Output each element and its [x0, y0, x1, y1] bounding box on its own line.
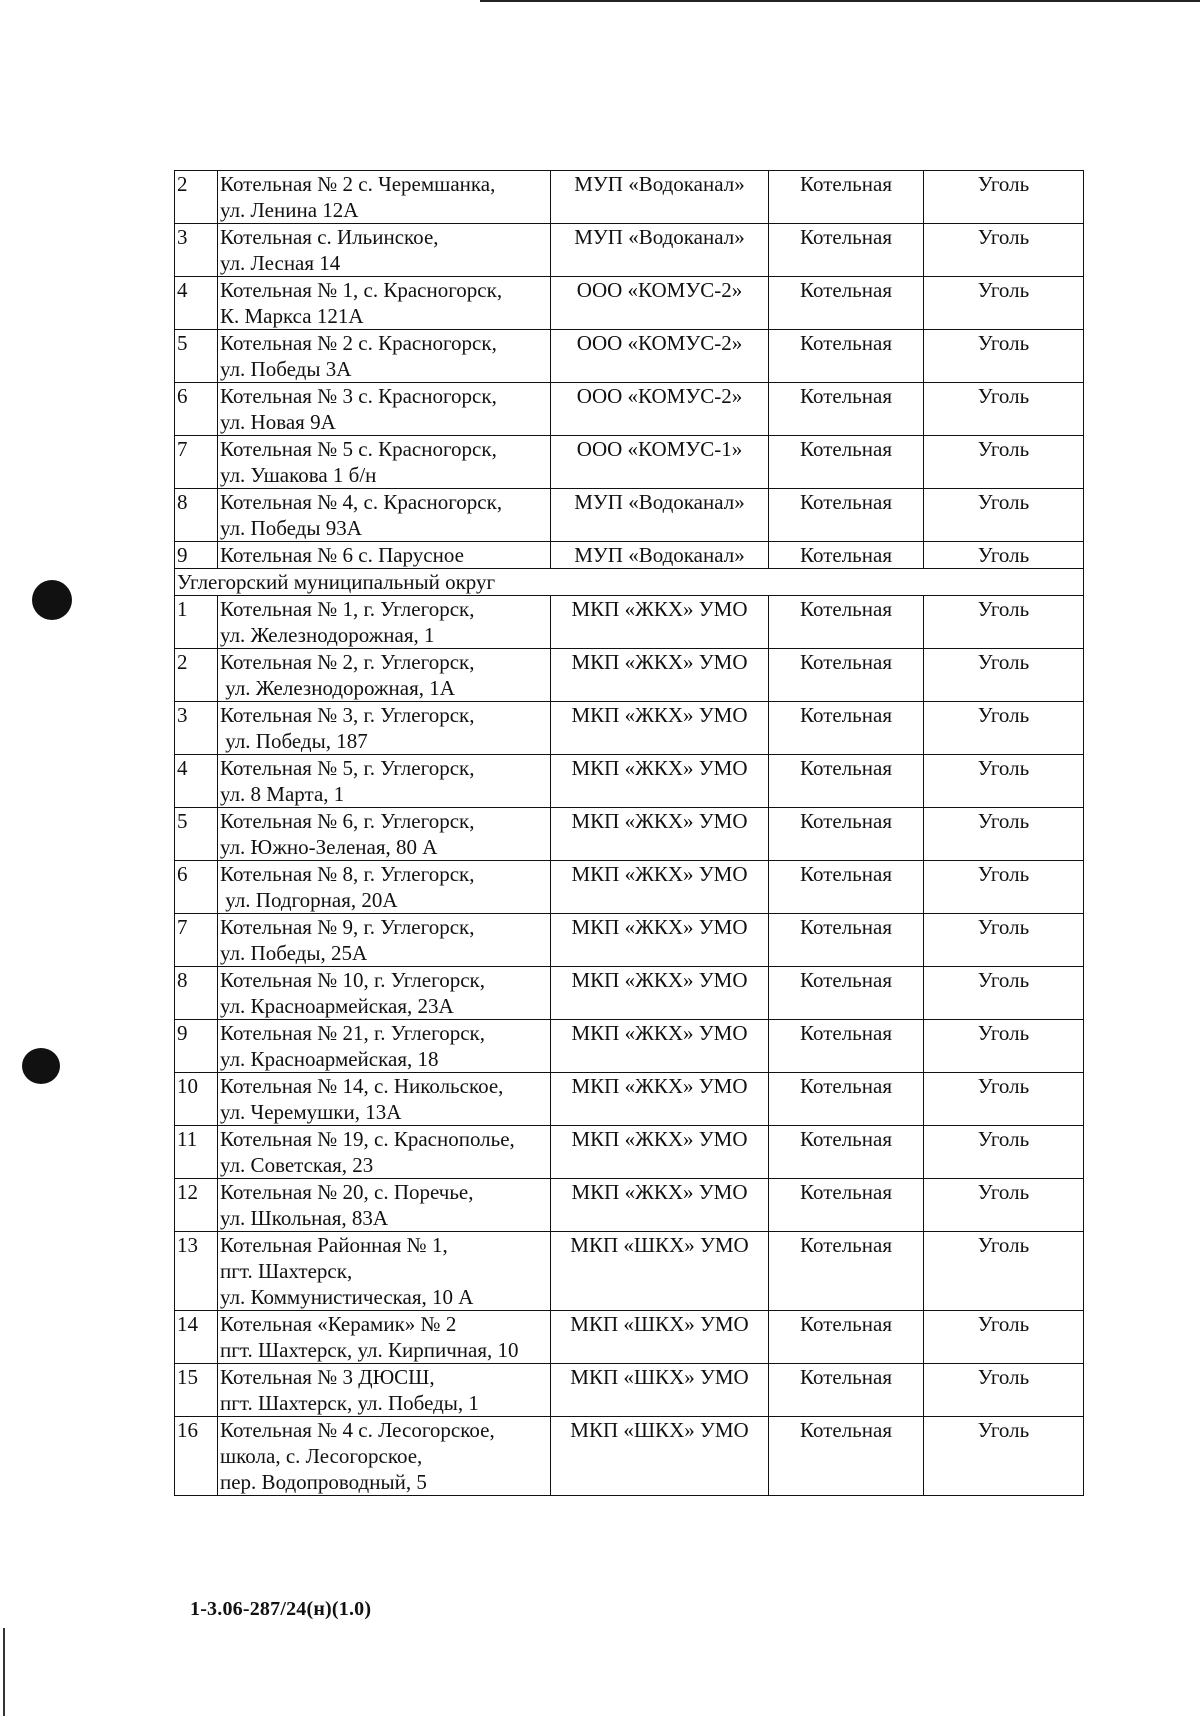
row-number: 9 — [175, 542, 218, 569]
facility-type: Котельная — [769, 702, 924, 755]
table-row — [175, 1232, 1084, 1311]
table-row — [175, 596, 1084, 649]
facility-type: Котельная — [769, 330, 924, 383]
table-row — [175, 1364, 1084, 1417]
fuel-type: Уголь — [924, 489, 1084, 542]
facility-type: Котельная — [769, 1364, 924, 1417]
facility-type: Котельная — [769, 1179, 924, 1232]
fuel-type: Уголь — [924, 755, 1084, 808]
document-code: 1-3.06-287/24(н)(1.0) — [190, 1598, 372, 1620]
table-row — [175, 1179, 1084, 1232]
fuel-type: Уголь — [924, 702, 1084, 755]
fuel-type: Уголь — [924, 1364, 1084, 1417]
row-number: 6 — [175, 861, 218, 914]
facility-type: Котельная — [769, 649, 924, 702]
operator-organization: МКП «ШКХ» УМО — [551, 1311, 769, 1364]
operator-organization: МКП «ЖКХ» УМО — [551, 967, 769, 1020]
row-number: 5 — [175, 808, 218, 861]
district-heading: Углегорский муниципальный округ — [175, 569, 1084, 596]
table-row — [175, 702, 1084, 755]
row-number: 4 — [175, 277, 218, 330]
operator-organization: МКП «ШКХ» УМО — [551, 1417, 769, 1496]
row-number: 11 — [175, 1126, 218, 1179]
table-row — [175, 1311, 1084, 1364]
row-number: 12 — [175, 1179, 218, 1232]
boiler-name-address: Котельная № 2 с. Черемшанка, ул. Ленина 12А — [218, 171, 551, 224]
fuel-type: Уголь — [924, 1020, 1084, 1073]
fuel-type: Уголь — [924, 224, 1084, 277]
fuel-type: Уголь — [924, 542, 1084, 569]
table-row — [175, 277, 1084, 330]
operator-organization: МКП «ЖКХ» УМО — [551, 1126, 769, 1179]
row-number: 7 — [175, 436, 218, 489]
boiler-name-address: Котельная № 4, с. Красногорск, ул. Победы 93А — [218, 489, 551, 542]
fuel-type: Уголь — [924, 1073, 1084, 1126]
punch-hole — [32, 580, 72, 620]
operator-organization: ООО «КОМУС-2» — [551, 330, 769, 383]
table-row — [175, 1073, 1084, 1126]
operator-organization: МКП «ШКХ» УМО — [551, 1232, 769, 1311]
operator-organization: МУП «Водоканал» — [551, 171, 769, 224]
row-number: 15 — [175, 1364, 218, 1417]
facility-type: Котельная — [769, 861, 924, 914]
table-row — [175, 330, 1084, 383]
operator-organization: ООО «КОМУС-1» — [551, 436, 769, 489]
boiler-table — [174, 170, 1084, 1496]
operator-organization: МКП «ЖКХ» УМО — [551, 861, 769, 914]
operator-organization: МКП «ЖКХ» УМО — [551, 914, 769, 967]
boiler-name-address: Котельная № 2 с. Красногорск, ул. Победы 3А — [218, 330, 551, 383]
row-number: 2 — [175, 171, 218, 224]
row-number: 16 — [175, 1417, 218, 1496]
row-number: 13 — [175, 1232, 218, 1311]
table-row — [175, 914, 1084, 967]
row-number: 7 — [175, 914, 218, 967]
row-number: 4 — [175, 755, 218, 808]
scan-top-rule — [480, 0, 1200, 2]
operator-organization: МКП «ЖКХ» УМО — [551, 1179, 769, 1232]
row-number: 3 — [175, 224, 218, 277]
table-row — [175, 383, 1084, 436]
table-row — [175, 861, 1084, 914]
facility-type: Котельная — [769, 1020, 924, 1073]
facility-type: Котельная — [769, 1311, 924, 1364]
facility-type: Котельная — [769, 436, 924, 489]
boiler-name-address: Котельная № 19, с. Краснополье, ул. Советская, 23 — [218, 1126, 551, 1179]
row-number: 8 — [175, 489, 218, 542]
scan-left-rule — [3, 1628, 5, 1716]
boiler-name-address: Котельная «Керамик» № 2 пгт. Шахтерск, ул. Кирпичная, 10 — [218, 1311, 551, 1364]
facility-type: Котельная — [769, 277, 924, 330]
boiler-name-address: Котельная № 3, г. Углегорск, ул. Победы, 187 — [218, 702, 551, 755]
facility-type: Котельная — [769, 224, 924, 277]
operator-organization: МУП «Водоканал» — [551, 489, 769, 542]
boiler-name-address: Котельная № 5, г. Углегорск, ул. 8 Марта, 1 — [218, 755, 551, 808]
fuel-type: Уголь — [924, 171, 1084, 224]
table-row — [175, 1126, 1084, 1179]
operator-organization: МУП «Водоканал» — [551, 542, 769, 569]
fuel-type: Уголь — [924, 1311, 1084, 1364]
boiler-name-address: Котельная с. Ильинское, ул. Лесная 14 — [218, 224, 551, 277]
table-row — [175, 171, 1084, 224]
row-number: 14 — [175, 1311, 218, 1364]
boiler-name-address: Котельная № 6 с. Парусное — [218, 542, 551, 569]
boiler-name-address: Котельная № 3 с. Красногорск, ул. Новая 9А — [218, 383, 551, 436]
row-number: 9 — [175, 1020, 218, 1073]
fuel-type: Уголь — [924, 1417, 1084, 1496]
facility-type: Котельная — [769, 1126, 924, 1179]
boiler-name-address: Котельная № 10, г. Углегорск, ул. Красноармейская, 23А — [218, 967, 551, 1020]
facility-type: Котельная — [769, 1232, 924, 1311]
boiler-name-address: Котельная № 21, г. Углегорск, ул. Красноармейская, 18 — [218, 1020, 551, 1073]
table-row — [175, 755, 1084, 808]
operator-organization: МКП «ЖКХ» УМО — [551, 1020, 769, 1073]
facility-type: Котельная — [769, 967, 924, 1020]
boiler-name-address: Котельная № 20, с. Поречье, ул. Школьная, 83А — [218, 1179, 551, 1232]
facility-type: Котельная — [769, 542, 924, 569]
facility-type: Котельная — [769, 808, 924, 861]
boiler-table-body — [175, 171, 1084, 1496]
operator-organization: МКП «ЖКХ» УМО — [551, 755, 769, 808]
operator-organization: МКП «ЖКХ» УМО — [551, 1073, 769, 1126]
fuel-type: Уголь — [924, 596, 1084, 649]
fuel-type: Уголь — [924, 330, 1084, 383]
boiler-name-address: Котельная № 2, г. Углегорск, ул. Железнодорожная, 1А — [218, 649, 551, 702]
row-number: 3 — [175, 702, 218, 755]
boiler-name-address: Котельная № 1, с. Красногорск, К. Маркса 121А — [218, 277, 551, 330]
table-row — [175, 542, 1084, 569]
operator-organization: МКП «ЖКХ» УМО — [551, 649, 769, 702]
facility-type: Котельная — [769, 914, 924, 967]
facility-type: Котельная — [769, 596, 924, 649]
fuel-type: Уголь — [924, 436, 1084, 489]
table-row — [175, 1020, 1084, 1073]
fuel-type: Уголь — [924, 649, 1084, 702]
fuel-type: Уголь — [924, 967, 1084, 1020]
operator-organization: ООО «КОМУС-2» — [551, 383, 769, 436]
punch-hole — [22, 1048, 60, 1084]
boiler-name-address: Котельная № 14, с. Никольское, ул. Черемушки, 13А — [218, 1073, 551, 1126]
fuel-type: Уголь — [924, 808, 1084, 861]
operator-organization: МКП «ЖКХ» УМО — [551, 702, 769, 755]
boiler-name-address: Котельная № 3 ДЮСШ, пгт. Шахтерск, ул. Победы, 1 — [218, 1364, 551, 1417]
boiler-name-address: Котельная № 6, г. Углегорск, ул. Южно-Зеленая, 80 А — [218, 808, 551, 861]
row-number: 8 — [175, 967, 218, 1020]
operator-organization: МКП «ЖКХ» УМО — [551, 596, 769, 649]
boiler-name-address: Котельная № 5 с. Красногорск, ул. Ушакова 1 б/н — [218, 436, 551, 489]
row-number: 1 — [175, 596, 218, 649]
table-row — [175, 808, 1084, 861]
row-number: 2 — [175, 649, 218, 702]
table-row — [175, 436, 1084, 489]
facility-type: Котельная — [769, 755, 924, 808]
row-number: 5 — [175, 330, 218, 383]
facility-type: Котельная — [769, 1073, 924, 1126]
boiler-name-address: Котельная № 4 с. Лесогорское, школа, с. Лесогорское, пер. Водопроводный, 5 — [218, 1417, 551, 1496]
fuel-type: Уголь — [924, 1232, 1084, 1311]
boiler-name-address: Котельная № 8, г. Углегорск, ул. Подгорная, 20А — [218, 861, 551, 914]
row-number: 10 — [175, 1073, 218, 1126]
fuel-type: Уголь — [924, 383, 1084, 436]
fuel-type: Уголь — [924, 277, 1084, 330]
boiler-name-address: Котельная № 9, г. Углегорск, ул. Победы, 25А — [218, 914, 551, 967]
fuel-type: Уголь — [924, 1126, 1084, 1179]
boiler-name-address: Котельная № 1, г. Углегорск, ул. Железнодорожная, 1 — [218, 596, 551, 649]
table-row — [175, 967, 1084, 1020]
boiler-name-address: Котельная Районная № 1, пгт. Шахтерск, ул. Коммунистическая, 10 А — [218, 1232, 551, 1311]
operator-organization: МКП «ЖКХ» УМО — [551, 808, 769, 861]
row-number: 6 — [175, 383, 218, 436]
fuel-type: Уголь — [924, 1179, 1084, 1232]
fuel-type: Уголь — [924, 861, 1084, 914]
table-row — [175, 1417, 1084, 1496]
facility-type: Котельная — [769, 1417, 924, 1496]
facility-type: Котельная — [769, 489, 924, 542]
district-row — [175, 569, 1084, 596]
table-row — [175, 649, 1084, 702]
operator-organization: ООО «КОМУС-2» — [551, 277, 769, 330]
operator-organization: МУП «Водоканал» — [551, 224, 769, 277]
facility-type: Котельная — [769, 383, 924, 436]
operator-organization: МКП «ШКХ» УМО — [551, 1364, 769, 1417]
table-row — [175, 489, 1084, 542]
fuel-type: Уголь — [924, 914, 1084, 967]
table-row — [175, 224, 1084, 277]
facility-type: Котельная — [769, 171, 924, 224]
